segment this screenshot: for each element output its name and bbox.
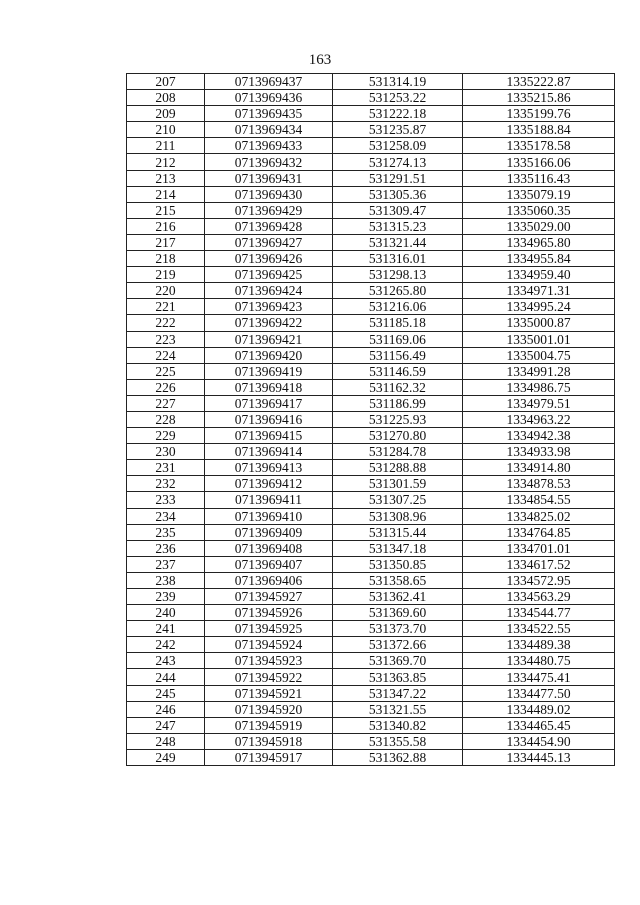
y-coordinate-cell: 1335004.75	[463, 347, 615, 363]
row-index-cell: 230	[127, 444, 205, 460]
y-coordinate-cell: 1334544.77	[463, 605, 615, 621]
row-index-cell: 249	[127, 749, 205, 765]
row-index-cell: 224	[127, 347, 205, 363]
y-coordinate-cell: 1334878.53	[463, 476, 615, 492]
page-number: 163	[308, 52, 332, 68]
row-index-cell: 211	[127, 138, 205, 154]
code-cell: 0713969419	[205, 363, 333, 379]
table-row	[127, 138, 615, 154]
row-index-cell: 232	[127, 476, 205, 492]
code-cell: 0713969432	[205, 154, 333, 170]
table-row	[127, 637, 615, 653]
x-coordinate-cell: 531284.78	[333, 444, 463, 460]
table-row	[127, 476, 615, 492]
y-coordinate-cell: 1334963.22	[463, 411, 615, 427]
x-coordinate-cell: 531270.80	[333, 428, 463, 444]
y-coordinate-cell: 1334764.85	[463, 524, 615, 540]
table-row	[127, 299, 615, 315]
x-coordinate-cell: 531369.70	[333, 653, 463, 669]
x-coordinate-cell: 531146.59	[333, 363, 463, 379]
code-cell: 0713969411	[205, 492, 333, 508]
x-coordinate-cell: 531372.66	[333, 637, 463, 653]
x-coordinate-cell: 531156.49	[333, 347, 463, 363]
table-row	[127, 347, 615, 363]
table-row	[127, 605, 615, 621]
x-coordinate-cell: 531347.22	[333, 685, 463, 701]
code-cell: 0713969422	[205, 315, 333, 331]
x-coordinate-cell: 531362.41	[333, 589, 463, 605]
table-row	[127, 411, 615, 427]
y-coordinate-cell: 1335029.00	[463, 218, 615, 234]
y-coordinate-cell: 1335215.86	[463, 90, 615, 106]
y-coordinate-cell: 1335188.84	[463, 122, 615, 138]
x-coordinate-cell: 531225.93	[333, 411, 463, 427]
x-coordinate-cell: 531362.88	[333, 749, 463, 765]
code-cell: 0713969428	[205, 218, 333, 234]
table-row	[127, 315, 615, 331]
x-coordinate-cell: 531307.25	[333, 492, 463, 508]
table-row	[127, 460, 615, 476]
code-cell: 0713969410	[205, 508, 333, 524]
code-cell: 0713969421	[205, 331, 333, 347]
code-cell: 0713945927	[205, 589, 333, 605]
x-coordinate-cell: 531305.36	[333, 186, 463, 202]
table-row	[127, 669, 615, 685]
x-coordinate-cell: 531216.06	[333, 299, 463, 315]
code-cell: 0713969424	[205, 283, 333, 299]
row-index-cell: 221	[127, 299, 205, 315]
table-row	[127, 251, 615, 267]
row-index-cell: 216	[127, 218, 205, 234]
row-index-cell: 215	[127, 202, 205, 218]
y-coordinate-cell: 1334933.98	[463, 444, 615, 460]
row-index-cell: 235	[127, 524, 205, 540]
row-index-cell: 231	[127, 460, 205, 476]
table-row	[127, 363, 615, 379]
y-coordinate-cell: 1334454.90	[463, 733, 615, 749]
table-row	[127, 540, 615, 556]
row-index-cell: 228	[127, 411, 205, 427]
x-coordinate-cell: 531162.32	[333, 379, 463, 395]
row-index-cell: 245	[127, 685, 205, 701]
y-coordinate-cell: 1335060.35	[463, 202, 615, 218]
table-row	[127, 685, 615, 701]
x-coordinate-cell: 531321.55	[333, 701, 463, 717]
row-index-cell: 212	[127, 154, 205, 170]
table-row	[127, 106, 615, 122]
y-coordinate-cell: 1334445.13	[463, 749, 615, 765]
code-cell: 0713945920	[205, 701, 333, 717]
row-index-cell: 243	[127, 653, 205, 669]
table-row	[127, 621, 615, 637]
row-index-cell: 248	[127, 733, 205, 749]
code-cell: 0713969420	[205, 347, 333, 363]
y-coordinate-cell: 1335116.43	[463, 170, 615, 186]
row-index-cell: 234	[127, 508, 205, 524]
x-coordinate-cell: 531369.60	[333, 605, 463, 621]
code-cell: 0713945926	[205, 605, 333, 621]
code-cell: 0713969431	[205, 170, 333, 186]
table-row	[127, 283, 615, 299]
table-row	[127, 428, 615, 444]
code-cell: 0713969414	[205, 444, 333, 460]
table-row	[127, 379, 615, 395]
y-coordinate-cell: 1334825.02	[463, 508, 615, 524]
table-row	[127, 653, 615, 669]
row-index-cell: 227	[127, 395, 205, 411]
coordinates-table	[126, 73, 615, 766]
table-row	[127, 122, 615, 138]
code-cell: 0713969423	[205, 299, 333, 315]
y-coordinate-cell: 1335079.19	[463, 186, 615, 202]
code-cell: 0713969427	[205, 234, 333, 250]
x-coordinate-cell: 531301.59	[333, 476, 463, 492]
x-coordinate-cell: 531350.85	[333, 556, 463, 572]
y-coordinate-cell: 1335000.87	[463, 315, 615, 331]
x-coordinate-cell: 531288.88	[333, 460, 463, 476]
x-coordinate-cell: 531291.51	[333, 170, 463, 186]
row-index-cell: 233	[127, 492, 205, 508]
table-row	[127, 186, 615, 202]
code-cell: 0713945924	[205, 637, 333, 653]
y-coordinate-cell: 1334959.40	[463, 267, 615, 283]
x-coordinate-cell: 531363.85	[333, 669, 463, 685]
table-row	[127, 202, 615, 218]
table-row	[127, 508, 615, 524]
code-cell: 0713969435	[205, 106, 333, 122]
x-coordinate-cell: 531298.13	[333, 267, 463, 283]
code-cell: 0713969415	[205, 428, 333, 444]
x-coordinate-cell: 531222.18	[333, 106, 463, 122]
y-coordinate-cell: 1334477.50	[463, 685, 615, 701]
table-body	[127, 74, 615, 766]
code-cell: 0713945919	[205, 717, 333, 733]
code-cell: 0713969412	[205, 476, 333, 492]
y-coordinate-cell: 1334955.84	[463, 251, 615, 267]
code-cell: 0713969436	[205, 90, 333, 106]
y-coordinate-cell: 1334971.31	[463, 283, 615, 299]
row-index-cell: 217	[127, 234, 205, 250]
row-index-cell: 220	[127, 283, 205, 299]
code-cell: 0713969407	[205, 556, 333, 572]
x-coordinate-cell: 531169.06	[333, 331, 463, 347]
y-coordinate-cell: 1335178.58	[463, 138, 615, 154]
y-coordinate-cell: 1334995.24	[463, 299, 615, 315]
x-coordinate-cell: 531258.09	[333, 138, 463, 154]
code-cell: 0713969418	[205, 379, 333, 395]
y-coordinate-cell: 1335199.76	[463, 106, 615, 122]
y-coordinate-cell: 1335166.06	[463, 154, 615, 170]
table-row	[127, 218, 615, 234]
code-cell: 0713945917	[205, 749, 333, 765]
table-row	[127, 170, 615, 186]
y-coordinate-cell: 1334965.80	[463, 234, 615, 250]
code-cell: 0713969426	[205, 251, 333, 267]
code-cell: 0713945918	[205, 733, 333, 749]
table-row	[127, 234, 615, 250]
x-coordinate-cell: 531309.47	[333, 202, 463, 218]
row-index-cell: 213	[127, 170, 205, 186]
x-coordinate-cell: 531321.44	[333, 234, 463, 250]
row-index-cell: 237	[127, 556, 205, 572]
y-coordinate-cell: 1334572.95	[463, 572, 615, 588]
row-index-cell: 226	[127, 379, 205, 395]
code-cell: 0713945923	[205, 653, 333, 669]
y-coordinate-cell: 1335222.87	[463, 74, 615, 90]
x-coordinate-cell: 531186.99	[333, 395, 463, 411]
code-cell: 0713969433	[205, 138, 333, 154]
x-coordinate-cell: 531185.18	[333, 315, 463, 331]
row-index-cell: 239	[127, 589, 205, 605]
code-cell: 0713969430	[205, 186, 333, 202]
row-index-cell: 223	[127, 331, 205, 347]
code-cell: 0713969416	[205, 411, 333, 427]
table-row	[127, 717, 615, 733]
row-index-cell: 218	[127, 251, 205, 267]
row-index-cell: 229	[127, 428, 205, 444]
code-cell: 0713969429	[205, 202, 333, 218]
table-row	[127, 90, 615, 106]
code-cell: 0713945925	[205, 621, 333, 637]
table-row	[127, 556, 615, 572]
y-coordinate-cell: 1334465.45	[463, 717, 615, 733]
row-index-cell: 236	[127, 540, 205, 556]
table-row	[127, 331, 615, 347]
code-cell: 0713969437	[205, 74, 333, 90]
y-coordinate-cell: 1334991.28	[463, 363, 615, 379]
y-coordinate-cell: 1334617.52	[463, 556, 615, 572]
row-index-cell: 219	[127, 267, 205, 283]
x-coordinate-cell: 531265.80	[333, 283, 463, 299]
row-index-cell: 208	[127, 90, 205, 106]
row-index-cell: 241	[127, 621, 205, 637]
y-coordinate-cell: 1334914.80	[463, 460, 615, 476]
y-coordinate-cell: 1334854.55	[463, 492, 615, 508]
y-coordinate-cell: 1334701.01	[463, 540, 615, 556]
x-coordinate-cell: 531235.87	[333, 122, 463, 138]
x-coordinate-cell: 531274.13	[333, 154, 463, 170]
y-coordinate-cell: 1334489.38	[463, 637, 615, 653]
y-coordinate-cell: 1334522.55	[463, 621, 615, 637]
row-index-cell: 247	[127, 717, 205, 733]
table-row	[127, 524, 615, 540]
row-index-cell: 207	[127, 74, 205, 90]
code-cell: 0713945922	[205, 669, 333, 685]
table-row	[127, 492, 615, 508]
table-row	[127, 395, 615, 411]
row-index-cell: 222	[127, 315, 205, 331]
row-index-cell: 214	[127, 186, 205, 202]
x-coordinate-cell: 531340.82	[333, 717, 463, 733]
x-coordinate-cell: 531314.19	[333, 74, 463, 90]
y-coordinate-cell: 1334475.41	[463, 669, 615, 685]
y-coordinate-cell: 1334986.75	[463, 379, 615, 395]
y-coordinate-cell: 1334489.02	[463, 701, 615, 717]
x-coordinate-cell: 531308.96	[333, 508, 463, 524]
row-index-cell: 210	[127, 122, 205, 138]
code-cell: 0713969413	[205, 460, 333, 476]
code-cell: 0713969417	[205, 395, 333, 411]
x-coordinate-cell: 531347.18	[333, 540, 463, 556]
table-row	[127, 444, 615, 460]
table-row	[127, 733, 615, 749]
table-row	[127, 701, 615, 717]
row-index-cell: 246	[127, 701, 205, 717]
y-coordinate-cell: 1334979.51	[463, 395, 615, 411]
x-coordinate-cell: 531315.23	[333, 218, 463, 234]
y-coordinate-cell: 1334563.29	[463, 589, 615, 605]
x-coordinate-cell: 531373.70	[333, 621, 463, 637]
row-index-cell: 225	[127, 363, 205, 379]
y-coordinate-cell: 1335001.01	[463, 331, 615, 347]
y-coordinate-cell: 1334480.75	[463, 653, 615, 669]
code-cell: 0713969434	[205, 122, 333, 138]
y-coordinate-cell: 1334942.38	[463, 428, 615, 444]
row-index-cell: 244	[127, 669, 205, 685]
code-cell: 0713969409	[205, 524, 333, 540]
x-coordinate-cell: 531355.58	[333, 733, 463, 749]
table-row	[127, 572, 615, 588]
x-coordinate-cell: 531316.01	[333, 251, 463, 267]
row-index-cell: 240	[127, 605, 205, 621]
table-row	[127, 267, 615, 283]
row-index-cell: 242	[127, 637, 205, 653]
table-row	[127, 154, 615, 170]
code-cell: 0713969408	[205, 540, 333, 556]
table-row	[127, 589, 615, 605]
x-coordinate-cell: 531253.22	[333, 90, 463, 106]
row-index-cell: 238	[127, 572, 205, 588]
code-cell: 0713969425	[205, 267, 333, 283]
row-index-cell: 209	[127, 106, 205, 122]
x-coordinate-cell: 531358.65	[333, 572, 463, 588]
table-row	[127, 74, 615, 90]
x-coordinate-cell: 531315.44	[333, 524, 463, 540]
code-cell: 0713969406	[205, 572, 333, 588]
table-row	[127, 749, 615, 765]
code-cell: 0713945921	[205, 685, 333, 701]
